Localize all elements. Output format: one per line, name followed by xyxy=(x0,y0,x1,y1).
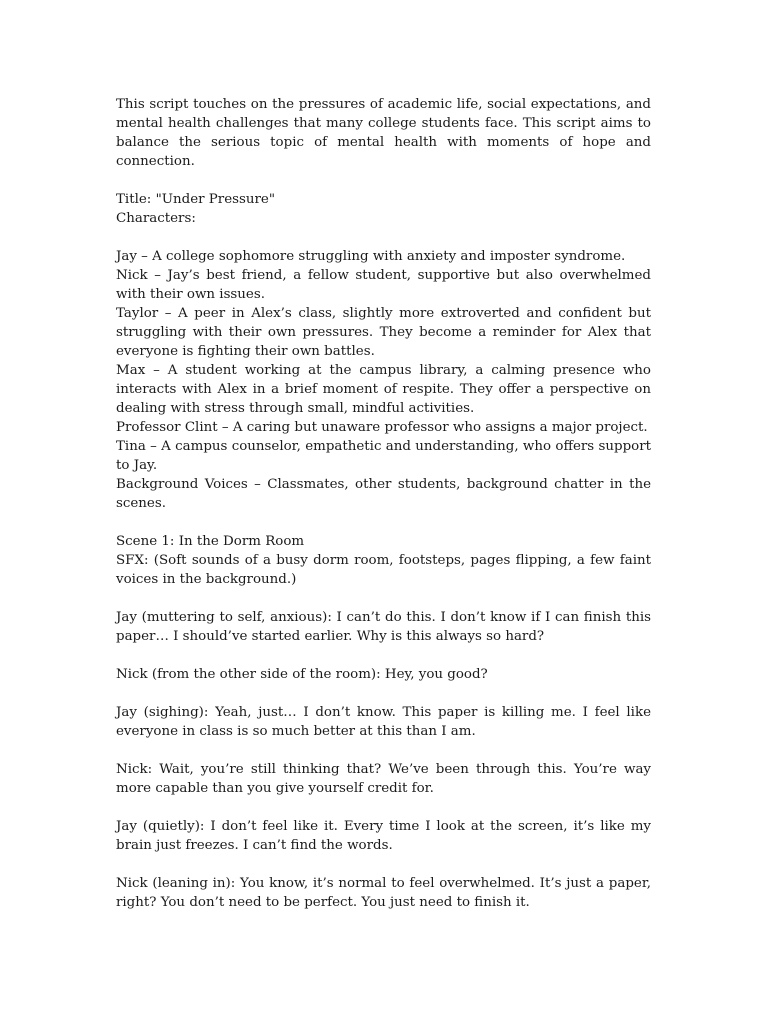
characters-heading: Characters: xyxy=(116,211,196,226)
dialogue-line: Nick (from the other side of the room): Hey, you good? xyxy=(116,667,488,682)
spacer xyxy=(116,855,651,874)
dialogue-line: Nick: Wait, you’re still thinking that? We’ve been through this. You’re way more capable than you give yourself credit for. xyxy=(116,762,651,796)
character-background-voices: Background Voices – Classmates, other students, background chatter in the scenes. xyxy=(116,477,651,511)
spacer xyxy=(116,684,651,703)
intro-paragraph: This script touches on the pressures of academic life, social expectations, and mental health challenges that many college students face. This script aims to balance the serious topic of mental health with moments of hope and connection. xyxy=(116,97,651,169)
spacer xyxy=(116,798,651,817)
dialogue-line: Jay (muttering to self, anxious): I can’t do this. I don’t know if I can finish this paper… I should’ve started earlier. Why is this always so hard? xyxy=(116,610,651,644)
character-jay: Jay – A college sophomore struggling with anxiety and imposter syndrome. xyxy=(116,249,626,264)
dialogue-line: Nick (leaning in): You know, it’s normal to feel overwhelmed. It’s just a paper, right? You don’t need to be perfect. You just need to finish it. xyxy=(116,876,651,910)
sfx-line: SFX: (Soft sounds of a busy dorm room, footsteps, pages flipping, a few faint voices in the background.) xyxy=(116,553,651,587)
dialogue-line: Jay (sighing): Yeah, just… I don’t know. This paper is killing me. I feel like everyone in class is so much better at this than I am. xyxy=(116,705,651,739)
spacer xyxy=(116,646,651,665)
spacer xyxy=(116,741,651,760)
character-nick: Nick – Jay’s best friend, a fellow student, supportive but also overwhelmed with their own issues. xyxy=(116,268,651,302)
spacer xyxy=(116,513,651,532)
document-page xyxy=(116,95,651,912)
spacer xyxy=(116,589,651,608)
character-professor-clint: Professor Clint – A caring but unaware professor who assigns a major project. xyxy=(116,420,648,435)
scene-heading: Scene 1: In the Dorm Room xyxy=(116,534,305,549)
spacer xyxy=(116,228,651,247)
script-title: Title: "Under Pressure" xyxy=(116,192,275,207)
character-taylor: Taylor – A peer in Alex’s class, slightly more extroverted and confident but struggling with their own pressures. They become a reminder for Alex that everyone is fighting their own battles. xyxy=(116,306,651,359)
character-tina: Tina – A campus counselor, empathetic and understanding, who offers support to Jay. xyxy=(116,439,651,473)
spacer xyxy=(116,171,651,190)
dialogue-line: Jay (quietly): I don’t feel like it. Every time I look at the screen, it’s like my brain just freezes. I can’t find the words. xyxy=(116,819,651,853)
character-max: Max – A student working at the campus library, a calming presence who interacts with Alex in a brief moment of respite. They offer a perspective on dealing with stress through small, mindful activities. xyxy=(116,363,651,416)
